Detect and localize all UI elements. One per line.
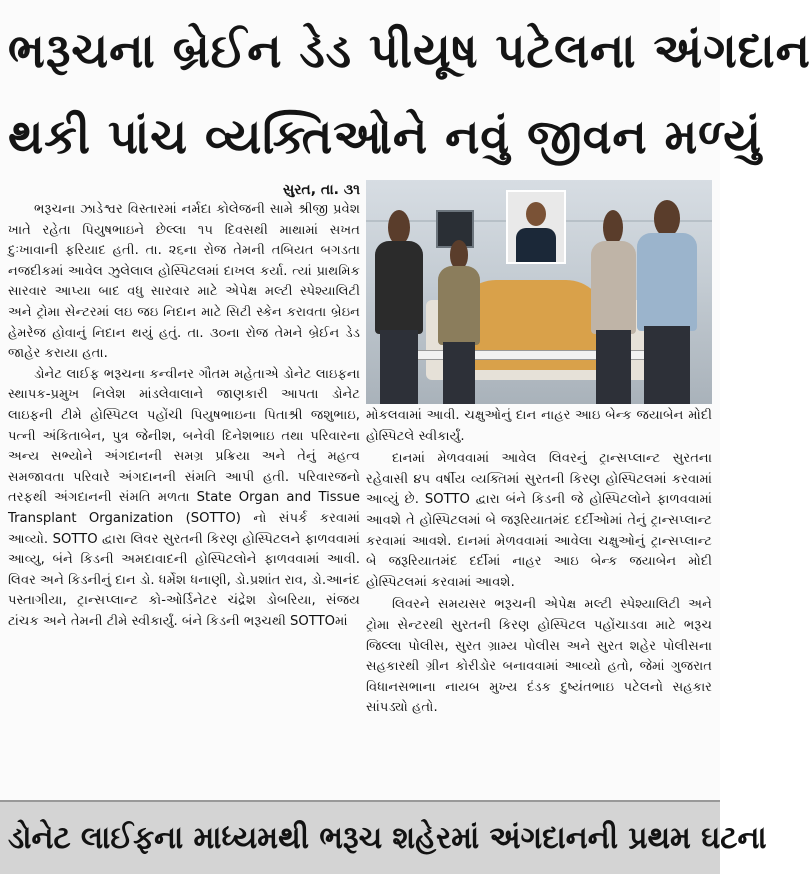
article-column-1: [8, 200, 360, 800]
paragraph: ભરૂચના ઝાડેશ્વર વિસ્તારમાં નર્મદા કોલેજની સામે શ્રીજી પ્રવેશ ખાતે રહેતા પિયુષભાઇને છેલ્લા ૧૫ દિવસથી માથામાં સખત દુઃખાવાની ફરિયાદ હતી. તા. ૨૬ના રોજ તેમની તબિયત બગડતા નજદીકમાં આવેલ ઝુલેલાલ હોસ્પિટલમાં દાખલ કર્યા. ત્યાં પ્રાથમિક સારવાર આપ્યા બાદ વધુ સારવાર માટે એપેક્ષ મલ્ટી સ્પેશ્યાલિટી અને ટ્રોમા સેન્ટરમાં લઇ જઇ નિદાન માટે સિટી સ્કેન કરાવતા બ્રેઇન હેમરેજ હોવાનું નિદાન થયું હતું. તા. ૩૦ના રોજ તેમને બ્રેઈન ડેડ જાહેર કરાયા હતા.: [8, 202, 360, 362]
headline: [8, 8, 811, 180]
donor-portrait: [506, 190, 566, 264]
hospital-photo: [366, 180, 712, 404]
footer-headline: ડોનેટ લાઈફના માધ્યમથી ભરૂચ શહેરમાં અંગદાનની પ્રથમ ઘટના: [8, 820, 767, 856]
article-column-2: [366, 406, 712, 798]
footer-banner: [0, 800, 767, 874]
paragraph: ડોનેટ લાઈફ ભરૂચના કન્વીનર ગૌતમ મહેતાએ ડોનેટ લાઇફના સ્થાપક-પ્રમુખ નિલેશ માંડલેવાલાને જાણકારી આપતા ડોનેટ લાઇફની ટીમે હોસ્પિટલ પહોંચી પિયુષભાઇના પિતાશ્રી જશુભાઇ, પત્ની અંકિતાબેન, પુત્ર જેનીશ, બનેવી દિનેશભાઇ તથા પરિવારના અન્ય સભ્યોને અંગદાનની સમગ્ર પ્રક્રિયા અને તેનું મહત્વ સમજાવતા પરિવારે અંગદાનની સંમતિ આપી હતી. પરિવારજનો તરફથી અંગદાનની સંમતિ મળતા State Organ and Tissue Transplant Organization (SOTTO) નો સંપર્ક કરવામાં આવ્યો. SOTTO દ્વારા લિવર સુરતની કિરણ હોસ્પિટલને ફાળવવામાં આવ્યુ, બંને કિડની અમદાવાદની હોસ્પિટલોને ફાળવવામાં આવી. લિવર અને કિડનીનું દાન ડો. ધર્મેશ ધનાણી, ડો.પ્રશાંત રાવ, ડો.આનંદ પસ્તાગીયા, ટ્રાન્સપ્લાન્ટ કો-ઓર્ડિનેટર ચંદ્રેશ ડોબરિયા, સંજય ટાંચક અને તેમની ટીમે સ્વીકાર્યું. બંને કિડની ભરૂચથી SOTTOમાં: [8, 366, 360, 629]
paragraph: દાનમાં મેળવવામાં આવેલ લિવરનું ટ્રાન્સપ્લાન્ટ સુરતના રહેવાસી ૪૫ વર્ષીય વ્યક્તિમાં સુરતની કિરણ હોસ્પિટલમાં કરવામાં આવ્યું છે. SOTTO દ્વારા બંને કિડની જે હોસ્પિટલોને ફાળવવામાં આવશે તે હોસ્પિટલમાં બે જરૂરિયાતમંદ દર્દીઓમાં તેનું ટ્રાન્સપ્લાન્ટ કરવામાં આવશે. દાનમાં મેળવવામાં આવેલા ચક્ષુઓનું ટ્રાન્સપ્લાન્ટ બે જરૂરિયાતમંદ દર્દીમાં નાહર આઇ બેન્ક જયાબેન મોદી હોસ્પિટલમાં કરવામાં આવશે.: [366, 451, 712, 590]
portrait-head: [526, 202, 546, 226]
person-figure: [436, 240, 482, 404]
headline-line-1: ભરૂચના બ્રેઈન ડેડ પીયૂષ પટેલના અંગદાન: [8, 23, 811, 79]
portrait-body: [516, 228, 556, 262]
headline-line-2: થકી પાંચ વ્યક્તિઓને નવું જીવન મળ્યું: [8, 109, 762, 165]
dateline: સુરત, તા. ૩૧: [282, 182, 360, 198]
person-figure: [588, 210, 638, 404]
paragraph: મોકલવામાં આવી. ચક્ષુઓનું દાન નાહર આઇ બેન્ક જયાબેન મોદી હોસ્પિટલે સ્વીકાર્યું.: [366, 408, 712, 444]
person-figure: [372, 210, 426, 404]
paragraph: લિવરને સમયસર ભરૂચની એપેક્ષ મલ્ટી સ્પેશ્યાલિટી અને ટ્રોમા સેન્ટરથી સુરતની કિરણ હોસ્પિટલ પહોંચાડવા માટે ભરૂચ જિલ્લા પોલીસ, સુરત ગ્રામ્ય પોલીસ અને સુરત શહેર પોલીસના સહકારથી ગ્રીન કોરીડોર બનાવવામાં આવ્યો હતો, જેમાં ગુજરાત વિધાનસભાના નાયબ મુખ્ય દંડક દુષ્યંતભાઇ પટેલનો સહકાર સાંપડ્યો હતો.: [366, 597, 712, 716]
person-figure: [634, 200, 700, 404]
